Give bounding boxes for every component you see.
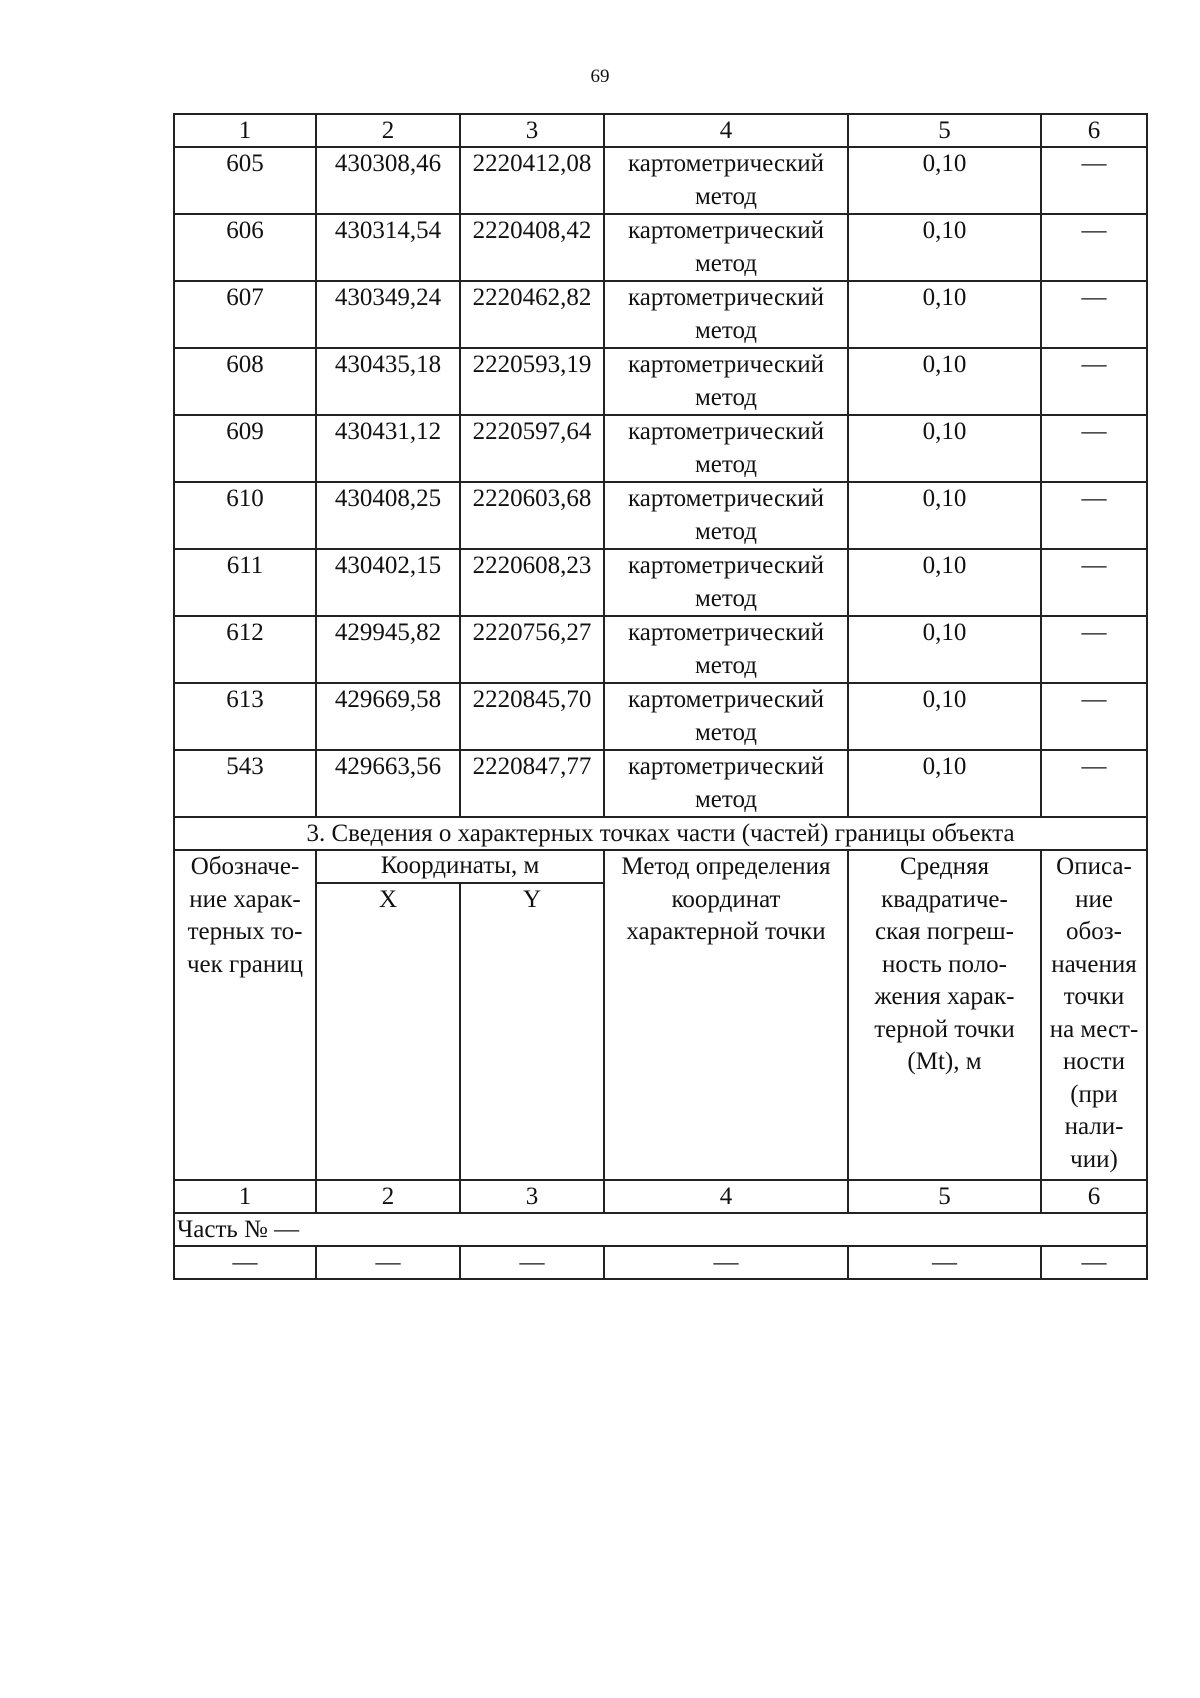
table-row	[174, 750, 1147, 817]
empty-part-row	[174, 1246, 1147, 1279]
column-number-cell: 3	[460, 114, 604, 147]
header-point-line: Обозначе-	[190, 853, 300, 880]
section-number-cell: 5	[848, 1180, 1041, 1213]
method-cell	[604, 750, 848, 817]
table-row	[174, 683, 1147, 750]
method-cell	[604, 281, 848, 348]
method-cell	[604, 147, 848, 214]
table-row	[174, 482, 1147, 549]
column-number-cell: 1	[174, 114, 316, 147]
method-line: метод	[694, 517, 757, 545]
method-cell	[604, 348, 848, 415]
header-description-line: нали-	[1064, 1113, 1124, 1140]
section-number-cell: 3	[460, 1180, 604, 1213]
error-cell: 0,10	[848, 683, 1041, 750]
section-title: 3. Сведения о характерных точках части (частей) границы объекта	[174, 817, 1147, 850]
x-coordinate-cell: 430308,46	[316, 147, 460, 214]
description-cell: —	[1041, 482, 1147, 549]
method-cell	[604, 415, 848, 482]
header-method-line: характерной точки	[626, 918, 826, 945]
column-number-cell: 5	[848, 114, 1041, 147]
description-cell: —	[1041, 415, 1147, 482]
error-cell: 0,10	[848, 482, 1041, 549]
point-number-cell: 609	[174, 415, 316, 482]
error-cell: 0,10	[848, 415, 1041, 482]
error-cell: 0,10	[848, 147, 1041, 214]
header-method-line: координат	[671, 885, 781, 913]
header-description	[1041, 850, 1147, 1180]
header-method	[604, 850, 848, 1180]
method-line: метод	[694, 718, 757, 746]
x-coordinate-cell: 429663,56	[316, 750, 460, 817]
table-row	[174, 214, 1147, 281]
table-row	[174, 415, 1147, 482]
header-error-line: терной точки	[874, 1015, 1015, 1043]
x-coordinate-cell: 430408,25	[316, 482, 460, 549]
point-number-cell: 606	[174, 214, 316, 281]
header-error-line: (Mt), м	[907, 1048, 982, 1075]
point-number-cell: 610	[174, 482, 316, 549]
header-point-line: терных то-	[187, 918, 303, 945]
section-number-cell: 2	[316, 1180, 460, 1213]
empty-dash-cell: —	[316, 1246, 460, 1279]
empty-dash-cell: —	[848, 1246, 1041, 1279]
section-numbering-row	[174, 1180, 1147, 1213]
method-cell	[604, 482, 848, 549]
header-point-designation	[174, 850, 316, 1180]
header-description-line: чии)	[1070, 1145, 1118, 1173]
empty-dash-cell: —	[174, 1246, 316, 1279]
header-description-line: ности	[1063, 1048, 1125, 1075]
method-line: картометрический	[628, 351, 824, 378]
y-coordinate-cell: 2220462,82	[460, 281, 604, 348]
y-coordinate-cell: 2220756,27	[460, 616, 604, 683]
section-number-cell: 6	[1041, 1180, 1147, 1213]
method-line: метод	[694, 450, 757, 478]
y-coordinate-cell: 2220603,68	[460, 482, 604, 549]
description-cell: —	[1041, 750, 1147, 817]
section-number-cell: 1	[174, 1180, 316, 1213]
header-y: Y	[460, 883, 604, 1180]
part-row	[174, 1213, 1147, 1246]
column-number-cell: 4	[604, 114, 848, 147]
section-header-row	[174, 850, 1147, 883]
method-cell	[604, 616, 848, 683]
method-line: картометрический	[628, 753, 824, 780]
table-row	[174, 549, 1147, 616]
x-coordinate-cell: 429945,82	[316, 616, 460, 683]
error-cell: 0,10	[848, 348, 1041, 415]
method-line: метод	[694, 785, 757, 813]
table-row	[174, 616, 1147, 683]
description-cell: —	[1041, 549, 1147, 616]
description-cell: —	[1041, 281, 1147, 348]
header-point-line: чек границ	[186, 950, 304, 978]
description-cell: —	[1041, 348, 1147, 415]
method-line: картометрический	[628, 284, 824, 311]
header-method-line: Метод определения	[621, 853, 831, 880]
x-coordinate-cell: 430402,15	[316, 549, 460, 616]
point-number-cell: 613	[174, 683, 316, 750]
header-mean-square-error	[848, 850, 1041, 1180]
error-cell: 0,10	[848, 616, 1041, 683]
header-description-line: точки	[1063, 983, 1125, 1010]
empty-dash-cell: —	[460, 1246, 604, 1279]
method-line: картометрический	[628, 485, 824, 512]
coordinates-table	[173, 113, 1148, 1280]
method-line: метод	[694, 249, 757, 277]
table-row	[174, 147, 1147, 214]
column-number-row	[174, 114, 1147, 147]
y-coordinate-cell: 2220847,77	[460, 750, 604, 817]
header-error-line: жения харак-	[874, 983, 1015, 1010]
y-coordinate-cell: 2220608,23	[460, 549, 604, 616]
header-description-line: на мест-	[1049, 1015, 1139, 1043]
method-line: картометрический	[628, 686, 824, 713]
header-description-line: обоз-	[1066, 918, 1122, 945]
point-number-cell: 605	[174, 147, 316, 214]
description-cell: —	[1041, 214, 1147, 281]
description-cell: —	[1041, 616, 1147, 683]
method-line: картометрический	[628, 217, 824, 244]
point-number-cell: 612	[174, 616, 316, 683]
error-cell: 0,10	[848, 549, 1041, 616]
header-error-line: Средняя	[899, 853, 990, 880]
method-line: картометрический	[628, 619, 824, 646]
header-description-line: ние	[1075, 885, 1113, 913]
method-cell	[604, 549, 848, 616]
header-coordinates: Координаты, м	[316, 850, 604, 883]
page-number: 69	[590, 66, 610, 87]
method-line: картометрический	[628, 552, 824, 579]
description-cell: —	[1041, 683, 1147, 750]
y-coordinate-cell: 2220412,08	[460, 147, 604, 214]
x-coordinate-cell: 430314,54	[316, 214, 460, 281]
table-row	[174, 281, 1147, 348]
x-coordinate-cell: 430435,18	[316, 348, 460, 415]
x-coordinate-cell: 430431,12	[316, 415, 460, 482]
error-cell: 0,10	[848, 214, 1041, 281]
header-error-line: ность поло-	[881, 950, 1008, 978]
error-cell: 0,10	[848, 750, 1041, 817]
y-coordinate-cell: 2220593,19	[460, 348, 604, 415]
header-description-line: (при	[1070, 1080, 1118, 1108]
header-x: X	[316, 883, 460, 1180]
column-number-cell: 2	[316, 114, 460, 147]
method-cell	[604, 214, 848, 281]
method-line: картометрический	[628, 418, 824, 445]
column-number-cell: 6	[1041, 114, 1147, 147]
x-coordinate-cell: 429669,58	[316, 683, 460, 750]
method-line: метод	[694, 182, 757, 210]
point-number-cell: 608	[174, 348, 316, 415]
section-title-row	[174, 817, 1147, 850]
table-row	[174, 348, 1147, 415]
header-point-line: ние харак-	[189, 885, 301, 913]
method-line: метод	[694, 584, 757, 612]
header-description-line: Описа-	[1056, 853, 1132, 880]
header-error-line: ская погреш-	[874, 918, 1014, 945]
y-coordinate-cell: 2220408,42	[460, 214, 604, 281]
empty-dash-cell: —	[1041, 1246, 1147, 1279]
method-cell	[604, 683, 848, 750]
point-number-cell: 611	[174, 549, 316, 616]
empty-dash-cell: —	[604, 1246, 848, 1279]
point-number-cell: 543	[174, 750, 316, 817]
section-number-cell: 4	[604, 1180, 848, 1213]
y-coordinate-cell: 2220597,64	[460, 415, 604, 482]
header-error-line: квадратиче-	[881, 885, 1008, 913]
part-label: Часть № —	[174, 1213, 1147, 1246]
point-number-cell: 607	[174, 281, 316, 348]
method-line: метод	[694, 316, 757, 344]
y-coordinate-cell: 2220845,70	[460, 683, 604, 750]
description-cell: —	[1041, 147, 1147, 214]
header-description-line: начения	[1051, 950, 1137, 978]
data-rows	[174, 147, 1147, 817]
method-line: метод	[694, 651, 757, 679]
method-line: метод	[694, 383, 757, 411]
method-line: картометрический	[628, 150, 824, 177]
x-coordinate-cell: 430349,24	[316, 281, 460, 348]
error-cell: 0,10	[848, 281, 1041, 348]
